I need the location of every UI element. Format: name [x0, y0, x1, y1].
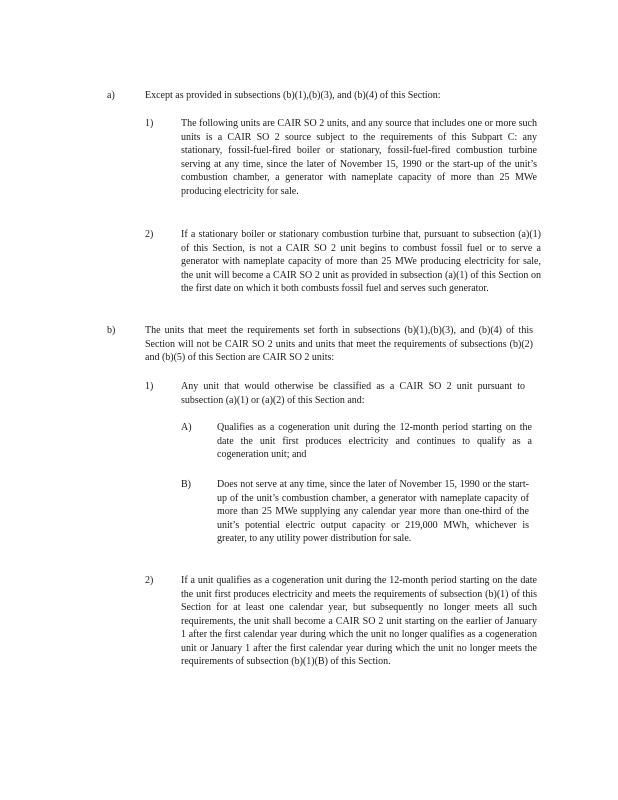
section-a-item-2-label: 2)	[145, 229, 154, 240]
section-a-label: a)	[107, 90, 115, 101]
section-b-intro: The units that meet the requirements set forth in subsections (b)(1),(b)(3), and (b)(4) of this Section will not be CAIR SO 2 units and units that meet the requirements of subsections (b)(2) and (b)(5) of this Section are CAIR SO 2 units:	[145, 325, 533, 363]
section-b-item-1-text: Any unit that would otherwise be classified as a CAIR SO 2 unit pursuant to subsection (a)(1) or (a)(2) of this Section and:	[181, 381, 525, 406]
section-b-item-1-B-label: B)	[181, 479, 191, 490]
section-b-item-1-label: 1)	[145, 381, 154, 392]
section-a-intro: Except as provided in subsections (b)(1),(b)(3), and (b)(4) of this Section:	[145, 90, 441, 101]
section-b-label: b)	[107, 325, 116, 336]
section-b-item-1-A-label: A)	[181, 422, 192, 433]
section-b-item-1-B-text: Does not serve at any time, since the later of November 15, 1990 or the start-up of the unit’s combustion chamber, a generator with nameplate capacity of more than 25 MWe supplying any calendar year more than one-third of the unit’s potential electric output capacity or 219,000 MWh, whichever is greater, to any utility power distribution for sale.	[217, 479, 529, 544]
section-b-item-2-text: If a unit qualifies as a cogeneration unit during the 12-month period starting on the date the unit first produces electricity and meets the requirements of subsection (b)(1) of this Section for at least one calendar year, but subsequently no longer meets all such requirements, the unit shall become a CAIR SO 2 unit starting on the earlier of January 1 after the first calendar year during which the unit no longer qualifies as a cogeneration unit or January 1 after the first calendar year during which the unit no longer meets the requirements of subsection (b)(1)(B) of this Section.	[181, 575, 537, 667]
section-a-item-1-text: The following units are CAIR SO 2 units, and any source that includes one or more such units is a CAIR SO 2 source subject to the requirements of this Subpart C: any stationary, fossil-fuel-fired boiler or stationary, fossil-fuel-fired combustion turbine serving at any time, since the later of November 15, 1990 or the start-up of the unit’s combustion chamber, a generator with nameplate capacity of more than 25 MWe producing electricity for sale.	[181, 118, 537, 197]
section-b-item-2-label: 2)	[145, 575, 154, 586]
section-b-item-1-A-text: Qualifies as a cogeneration unit during the 12-month period starting on the date the unit first produces electricity and continues to qualify as a cogeneration unit; and	[217, 422, 532, 460]
section-a-item-2-text: If a stationary boiler or stationary combustion turbine that, pursuant to subsection (a)(1) of this Section, is not a CAIR SO 2 unit begins to combust fossil fuel or to serve a generator with nameplate capacity of more than 25 MWe producing electricity for sale, the unit will become a CAIR SO 2 unit as provided in subsection (a)(1) of this Section on the first date on which it both combusts fossil fuel and serves such generator.	[181, 229, 541, 294]
section-a-item-1-label: 1)	[145, 118, 154, 129]
